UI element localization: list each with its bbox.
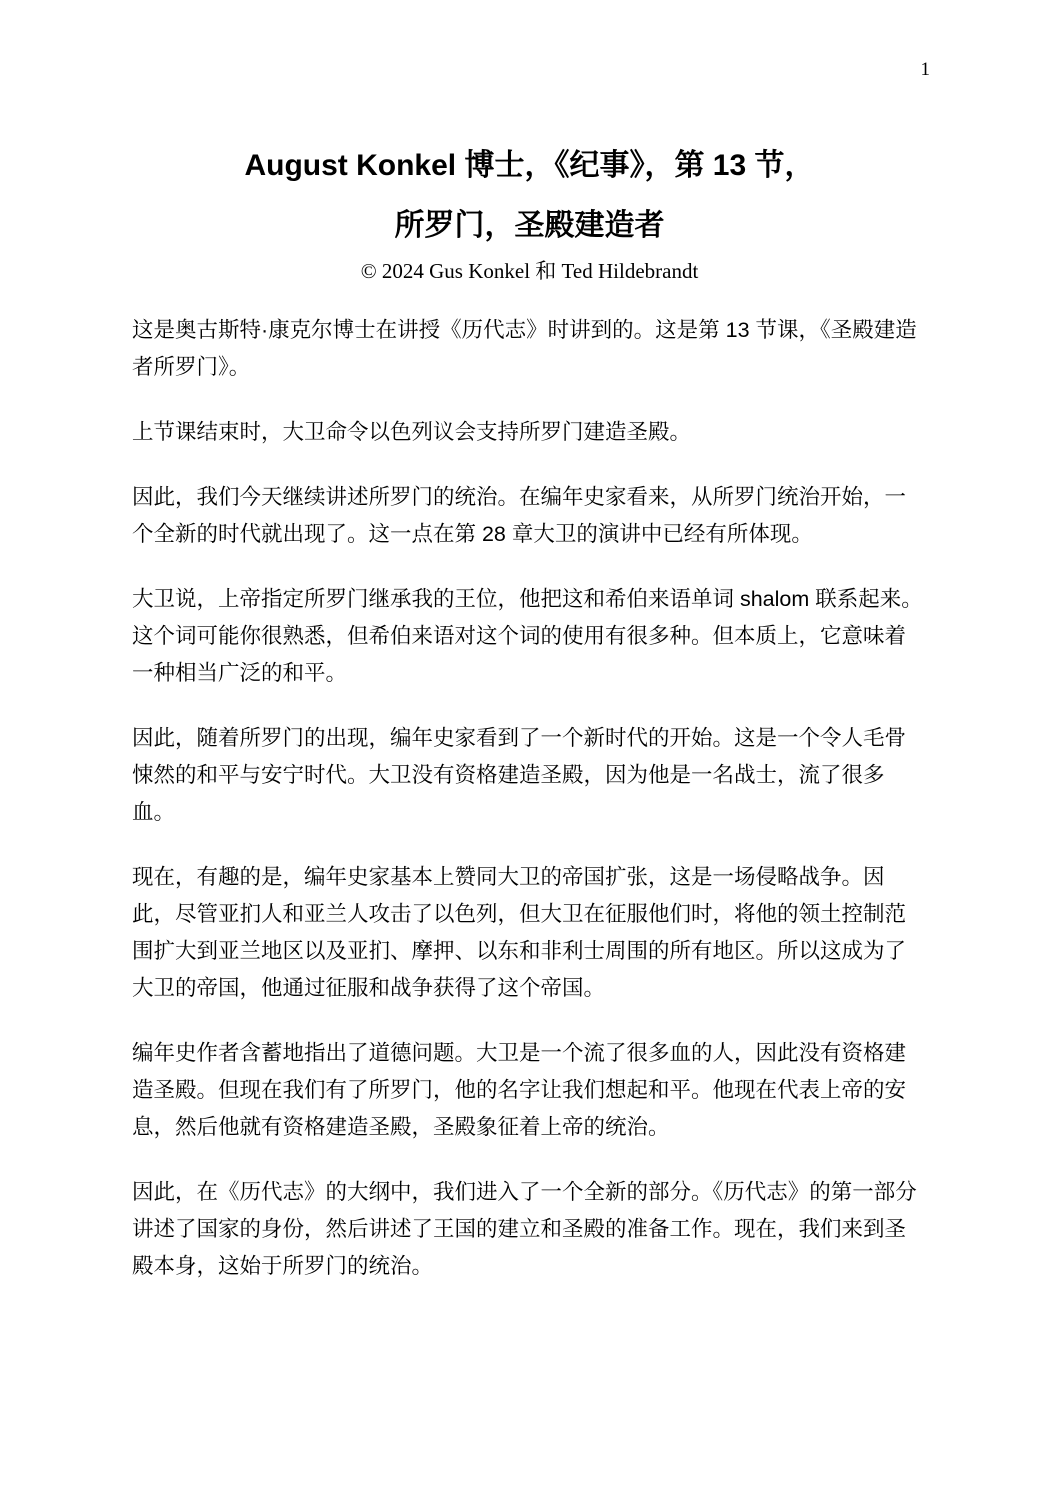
paragraph-4: 大卫说，上帝指定所罗门继承我的王位，他把这和希伯来语单词 shalom 联系起来。这个词可能你很熟悉，但希伯来语对这个词的使用有很多种。但本质上，它意味着一种相当广泛的和平。 xyxy=(132,587,923,685)
document-title xyxy=(132,136,927,256)
title-line-2: 所罗门，圣殿建造者 xyxy=(394,209,665,242)
document-body xyxy=(132,312,927,1285)
paragraph-5: 因此，随着所罗门的出现，编年史家看到了一个新时代的开始。这是一个令人毛骨悚然的和平与安宁时代。大卫没有资格建造圣殿，因为他是一名战士，流了很多血。 xyxy=(132,726,907,824)
paragraph-3: 因此，我们今天继续讲述所罗门的统治。在编年史家看来，从所罗门统治开始，一个全新的时代就出现了。这一点在第 28 章大卫的演讲中已经有所体现。 xyxy=(132,485,907,546)
paragraph-1: 这是奥古斯特·康克尔博士在讲授《历代志》时讲到的。这是第 13 节课，《圣殿建造者所罗门》。 xyxy=(132,318,917,379)
paragraph-2: 上节课结束时，大卫命令以色列议会支持所罗门建造圣殿。 xyxy=(132,420,692,444)
paragraph-7: 编年史作者含蓄地指出了道德问题。大卫是一个流了很多血的人，因此没有资格建造圣殿。但现在我们有了所罗门，他的名字让我们想起和平。他现在代表上帝的安息，然后他就有资格建造圣殿，圣殿象征着上帝的统治。 xyxy=(132,1041,907,1139)
paragraph-6: 现在，有趣的是，编年史家基本上赞同大卫的帝国扩张，这是一场侵略战争。因此，尽管亚扪人和亚兰人攻击了以色列，但大卫在征服他们时，将他的领土控制范围扩大到亚兰地区以及亚扪、摩押、以东和非利士周围的所有地区。所以这成为了大卫的帝国，他通过征服和战争获得了这个帝国。 xyxy=(132,865,907,1000)
page-content xyxy=(132,0,927,1285)
copyright-line: © 2024 Gus Konkel 和 Ted Hildebrandt xyxy=(360,259,699,283)
page-number: 1 xyxy=(920,59,930,80)
title-line-1: August Konkel 博士，《纪事》，第 13 节， xyxy=(244,149,815,182)
paragraph-8: 因此，在《历代志》的大纲中，我们进入了一个全新的部分。《历代志》的第一部分讲述了国家的身份，然后讲述了王国的建立和圣殿的准备工作。现在，我们来到圣殿本身，这始于所罗门的统治。 xyxy=(132,1180,917,1278)
